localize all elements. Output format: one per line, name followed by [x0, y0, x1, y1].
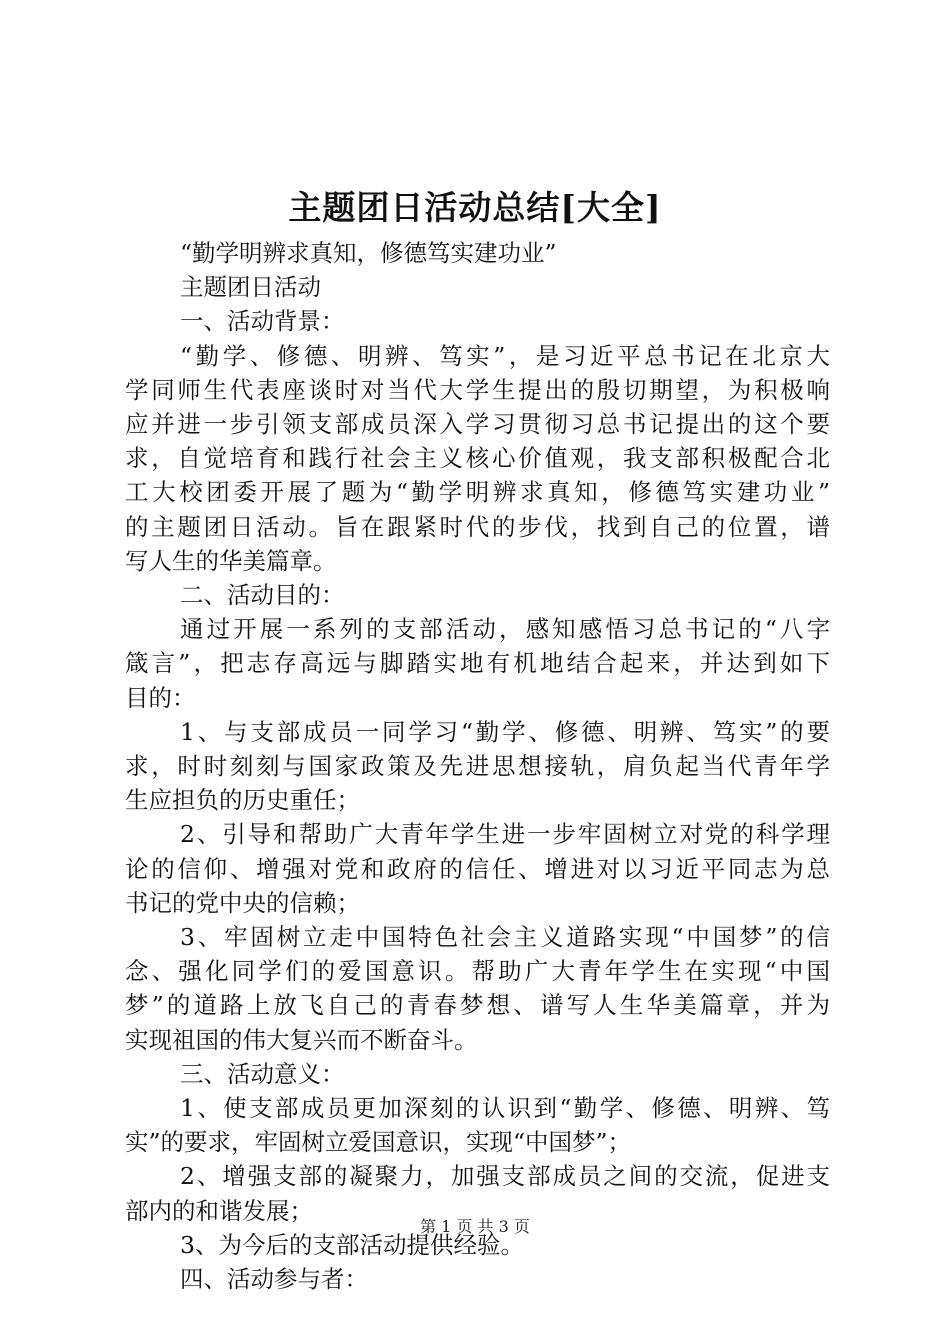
document-line: 一、活动背景：	[180, 307, 345, 336]
document-line: 2、增强支部的凝聚力，加强支部成员之间的交流，促进支	[180, 1162, 830, 1191]
document-line: 论的信仰、增强对党和政府的信任、增进对以习近平同志为总	[125, 854, 830, 883]
document-line: 目的：	[125, 683, 196, 712]
document-line: 应并进一步引领支部成员深入学习贯彻习总书记提出的这个要	[125, 410, 830, 439]
document-line: 3、为今后的支部活动提供经验。	[180, 1230, 524, 1259]
document-line: 部内的和谐发展；	[125, 1196, 313, 1225]
page-number: 第 1 页 共 3 页	[420, 1217, 530, 1236]
document-line: 1、使支部成员更加深刻的认识到“勤学、修德、明辨、笃	[180, 1094, 830, 1123]
document-line: 生应担负的历史重任；	[125, 786, 360, 815]
document-line: 工大校团委开展了题为“勤学明辨求真知，修德笃实建功业”	[125, 478, 830, 507]
document-line: 二、活动目的：	[180, 581, 345, 610]
document-line: 求，自觉培育和践行社会主义核心价值观，我支部积极配合北	[125, 444, 830, 473]
document-line: 写人生的华美篇章。	[125, 546, 337, 575]
document-line: 的主题团日活动。旨在跟紧时代的步伐，找到自己的位置，谱	[125, 512, 830, 541]
document-line: 书记的党中央的信赖；	[125, 888, 360, 917]
document-line: 三、活动意义：	[180, 1059, 345, 1088]
document-line: 四、活动参与者：	[180, 1265, 368, 1294]
document-line: 学同师生代表座谈时对当代大学生提出的殷切期望，为积极响	[125, 375, 830, 404]
document-line: 3、牢固树立走中国特色社会主义道路实现“中国梦”的信	[180, 923, 830, 952]
document-line: 念、强化同学们的爱国意识。帮助广大青年学生在实现“中国	[125, 957, 830, 986]
document-line: 通过开展一系列的支部活动，感知感悟习总书记的“八字	[180, 615, 830, 644]
document-title: 主题团日活动总结[大全]	[288, 188, 662, 227]
document-line: 主题团日活动	[180, 273, 321, 302]
document-line: 1、与支部成员一同学习“勤学、修德、明辨、笃实”的要	[180, 717, 830, 746]
document-line: “勤学、修德、明辨、笃实”，是习近平总书记在北京大	[180, 341, 830, 370]
document-line: 实”的要求，牢固树立爱国意识，实现“中国梦”；	[125, 1128, 632, 1157]
document-line: 实现祖国的伟大复兴而不断奋斗。	[125, 1025, 478, 1054]
document-line: 求，时时刻刻与国家政策及先进思想接轨，肩负起当代青年学	[125, 752, 830, 781]
document-body	[125, 236, 830, 1296]
document-line: 梦”的道路上放飞自己的青春梦想、谱写人生华美篇章，并为	[125, 991, 830, 1020]
document-line: “勤学明辨求真知，修德笃实建功业”	[180, 239, 557, 267]
document-line: 2、引导和帮助广大青年学生进一步牢固树立对党的科学理	[180, 820, 830, 849]
document-line: 箴言”，把志存高远与脚踏实地有机地结合起来，并达到如下	[125, 649, 830, 678]
